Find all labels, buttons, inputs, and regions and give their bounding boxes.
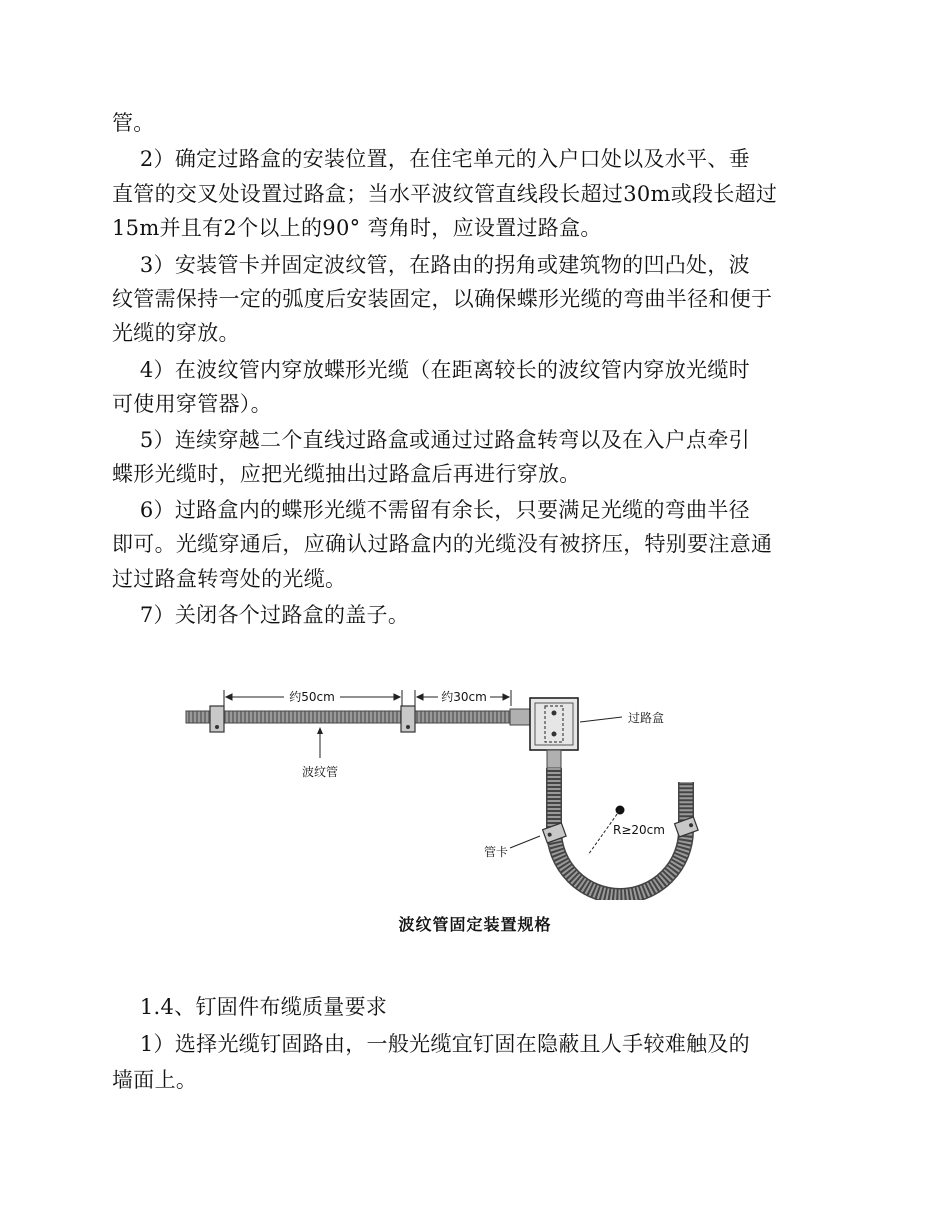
text-line: 光缆的穿放。 — [112, 321, 240, 345]
text-line: 管。 — [112, 111, 155, 135]
section-heading: 1.4、钉固件布缆质量要求 — [112, 995, 388, 1019]
pipe-clamp-left — [210, 706, 224, 732]
pipe-stub — [510, 709, 530, 725]
text-line: 蝶形光缆时，应把光缆抽出过路盒后再进行穿放。 — [112, 462, 581, 486]
vertical-stub — [547, 750, 561, 768]
text-line: 过过路盒转弯处的光缆。 — [112, 567, 347, 591]
text-line: 直管的交叉处设置过路盒；当水平波纹管直线段长超过30m或段长超过 — [112, 182, 778, 206]
text-line: 7）关闭各个过路盒的盖子。 — [112, 603, 410, 627]
horizontal-pipe — [186, 711, 511, 723]
text-line: 6）过路盒内的蝶形光缆不需留有余长，只要满足光缆的弯曲半径 — [112, 498, 750, 522]
pipe-clamp-middle — [401, 706, 415, 732]
dimension-30-label: 约30cm — [441, 690, 487, 704]
text-line: 即可。光缆穿通后，应确认过路盒内的光缆没有被挤压，特别要注意通 — [112, 532, 773, 556]
junction-box-label: 过路盒 — [628, 711, 665, 725]
text-line: 4）在波纹管内穿放蝶形光缆（在距离较长的波纹管内穿放光缆时 — [112, 358, 750, 382]
pipe-clamp-label: 管卡 — [484, 845, 509, 859]
junction-box — [530, 698, 578, 750]
text-line: 1）选择光缆钉固路由，一般光缆宜钉固在隐蔽且人手较难触及的 — [112, 1032, 750, 1056]
text-line: 3）安装管卡并固定波纹管，在路由的拐角或建筑物的凹凸处，波 — [112, 253, 750, 277]
figure-caption: 波纹管固定装置规格 — [398, 915, 552, 934]
pipe-fixing-diagram — [180, 670, 760, 900]
text-line: 墙面上。 — [112, 1068, 198, 1092]
text-line: 可使用穿管器）。 — [112, 392, 272, 416]
radius-label: R≥20cm — [613, 823, 665, 837]
text-line: 纹管需保持一定的弧度后安装固定，以确保蝶形光缆的弯曲半径和便于 — [112, 287, 773, 311]
corrugated-pipe-label: 波纹管 — [301, 765, 339, 779]
text-line: 2）确定过路盒的安装位置，在住宅单元的入户口处以及水平、垂 — [112, 147, 750, 171]
dimension-50-label: 约50cm — [289, 690, 335, 704]
text-line: 15m并且有2个以上的90° 弯角时，应设置过路盒。 — [112, 216, 602, 240]
text-line: 5）连续穿越二个直线过路盒或通过过路盒转弯以及在入户点牵引 — [112, 428, 750, 452]
